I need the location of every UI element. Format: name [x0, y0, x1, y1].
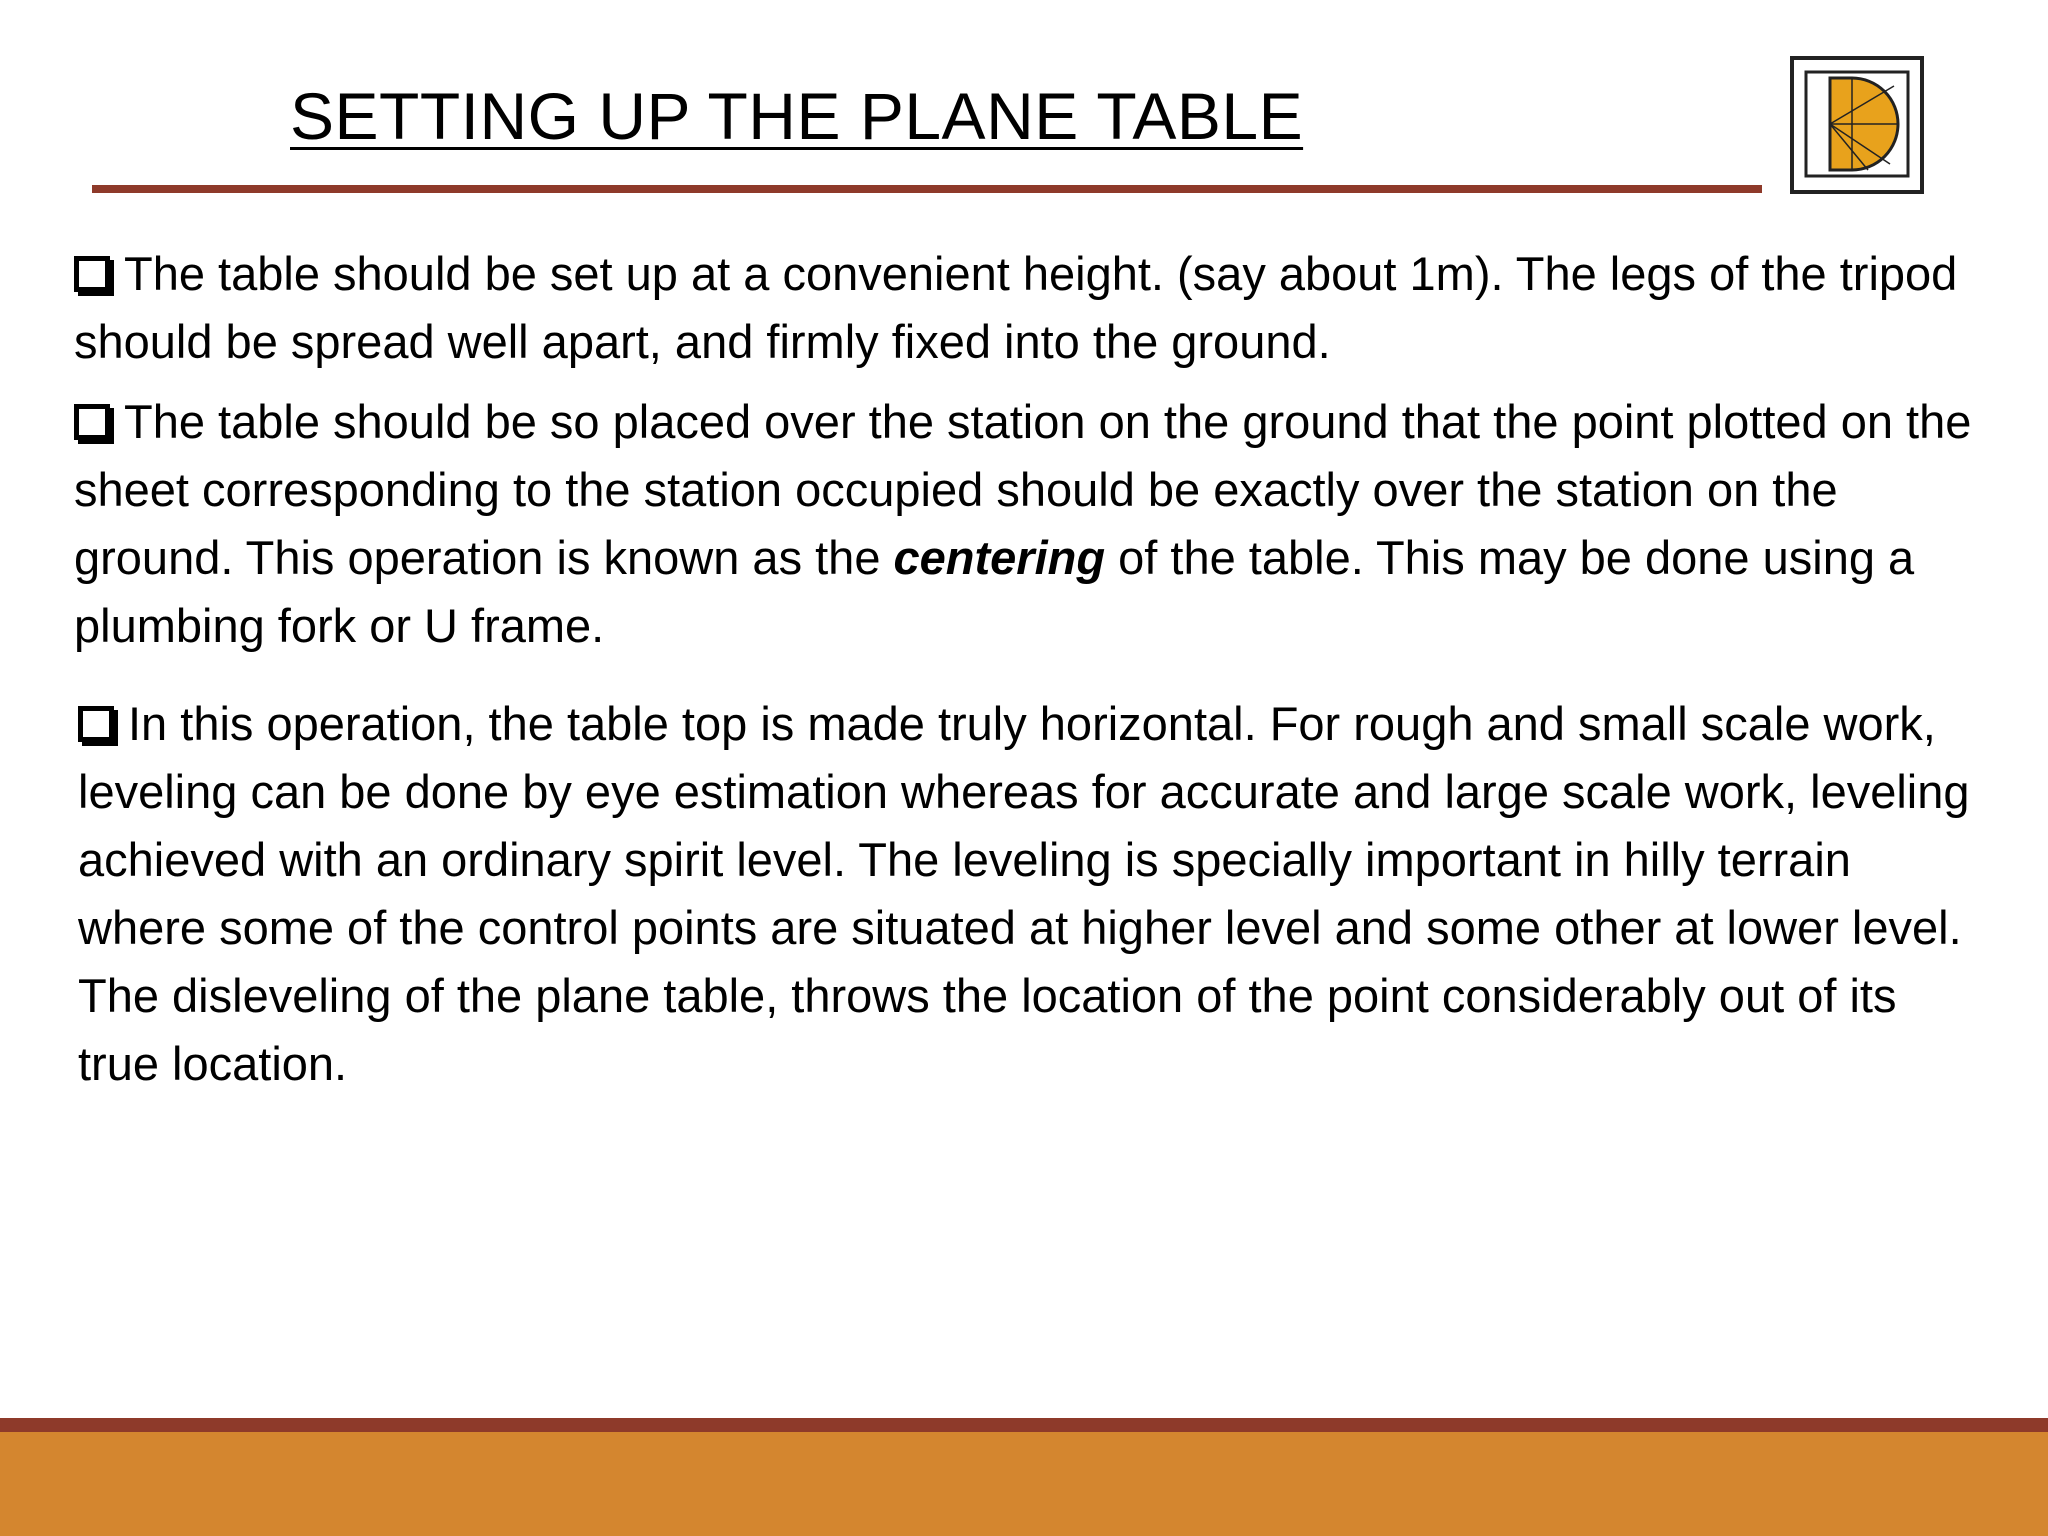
bullet-point-1 [74, 240, 1974, 376]
footer-band [0, 1432, 2048, 1536]
logo-left-text: School of [1795, 109, 1803, 142]
logo-bottom-text: Vijayawada [1824, 181, 1864, 189]
checkbox-bullet-icon [74, 404, 110, 440]
bullet-point-2 [74, 388, 1974, 660]
logo-right-text: Architecture [1912, 92, 1920, 135]
bullet-point-2-text-before: The table should be so placed over the station on the ground that the point plotted on the sheet corresponding to the station occupied should be exactly over the station on the ground. This operation is known as the [74, 395, 1972, 584]
bullet-point-1-text: The table should be set up at a convenient height. (say about 1m). The legs of the tripod should be spread well apart, and firmly fixed into the ground. [74, 247, 1958, 368]
bullet-point-3-text: In this operation, the table top is made truly horizontal. For rough and small scale work, leveling can be done by eye estimation whereas for accurate and large scale work, leveling achieved with an ordinary spirit level. The leveling is specially important in hilly terrain where some of the control points are situated at higher level and some other at lower level. The disleveling of the plane table, throws the location of the point considerably out of its true location. [78, 697, 1970, 1090]
checkbox-bullet-icon [74, 256, 110, 292]
bullet-point-2-text-after: of the table. This may be done using a plumbing fork or U frame. [74, 531, 1915, 652]
footer-accent-stripe [0, 1418, 2048, 1432]
bullet-point-2-emphasis: centering [893, 531, 1106, 584]
slide-title: SETTING UP THE PLANE TABLE [290, 79, 1304, 153]
checkbox-bullet-icon [78, 706, 114, 742]
logo-top-text: Planning and [1834, 61, 1880, 69]
logo-est-text: Estd: 2008 [1876, 183, 1904, 189]
institution-logo [1790, 56, 1924, 194]
title-underline-rule [92, 185, 1762, 193]
slide-content [74, 240, 1974, 1098]
bullet-point-3 [74, 690, 1974, 1098]
